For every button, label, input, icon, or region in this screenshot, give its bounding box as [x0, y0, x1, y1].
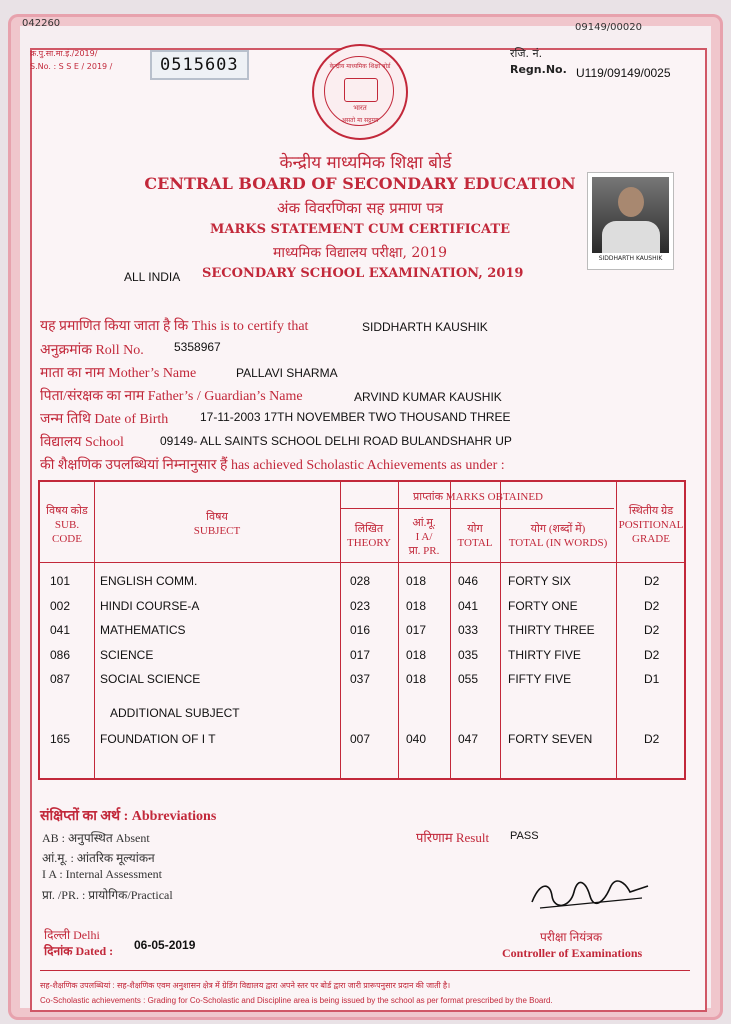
- lamp-book-icon: [344, 78, 378, 102]
- cell-code: 002: [50, 598, 71, 613]
- cbse-logo: [312, 44, 408, 140]
- cell-subject: MATHEMATICS: [100, 623, 186, 637]
- cell-theory: 007: [350, 732, 371, 746]
- cell-ia: 017: [406, 623, 427, 637]
- school-label: विद्यालय School: [40, 435, 124, 450]
- cell-code: 101: [50, 574, 71, 588]
- cell-total: 033: [458, 623, 479, 637]
- th-sub-code: विषय कोड SUB. CODE: [46, 505, 88, 545]
- cell-total: 046: [458, 574, 479, 588]
- achievement-label: की शैक्षणिक उपलब्धियां निम्नानुसार हैं has achieved Scholastic Achievements as under :: [40, 458, 505, 473]
- father-name: ARVIND KUMAR KAUSHIK: [354, 390, 502, 404]
- footer-note-hi: सह-शैक्षणिक उपलब्धियां : सह-शैक्षणिक एवम अनुशासन क्षेत्र में ग्रेडिंग विद्यालय द्वारा अपने स्तर पर बोर्ड द्वारा जारी प्रारूपनुसार प्रदान की जाती है।: [40, 981, 451, 990]
- mother-name: PALLAVI SHARMA: [236, 366, 338, 380]
- cell-total: 055: [458, 672, 479, 686]
- exam-title-en: SECONDARY SCHOOL EXAMINATION, 2019: [202, 266, 524, 281]
- school-value: 09149- ALL SAINTS SCHOOL DELHI ROAD BULANDSHAHR UP: [160, 434, 512, 448]
- student-photo: [587, 172, 674, 270]
- abbrev-absent: AB : अनुपस्थित Absent: [42, 831, 150, 845]
- regn-value: U119/09149/0025: [576, 66, 671, 80]
- exam-title-hi: माध्यमिक विद्यालय परीक्षा, 2019: [273, 245, 447, 261]
- result-label: परिणाम Result: [416, 830, 490, 845]
- controller-label-hi: परीक्षा नियंत्रक: [540, 930, 603, 944]
- footer-divider: [40, 970, 690, 971]
- footer-note-en: Co-Scholastic achievements : Grading for Co-Scholastic and Discipline area is being issued by the school as per format prescribed by the Board.: [40, 996, 553, 1005]
- cell-words: FORTY SIX: [508, 574, 571, 588]
- corner-code-right: 09149/00020: [575, 22, 642, 33]
- th-marks-obtained: प्राप्तांक MARKS OBTAINED: [412, 491, 544, 503]
- cell-ia: 018: [406, 647, 427, 662]
- serial-label-hi: क्र.पु.सा.मा.इं./2019/: [30, 49, 98, 58]
- cell-total: 035: [458, 647, 479, 662]
- dob-value: 17-11-2003 17TH NOVEMBER TWO THOUSAND THREE: [200, 410, 511, 424]
- roll-label: अनुक्रमांक Roll No.: [40, 343, 144, 358]
- cell-grade: D2: [644, 647, 660, 662]
- certify-label: यह प्रमाणित किया जाता है कि This is to certify that: [40, 319, 309, 334]
- abbreviations-title: संक्षिप्तों का अर्थ : Abbreviations: [40, 809, 217, 824]
- cell-grade: D2: [644, 574, 660, 588]
- abbrev-ia-hi: आं.मू. : आंतरिक मूल्यांकन: [42, 851, 155, 865]
- signature: [530, 872, 650, 912]
- dated-label: दिनांक Dated :: [44, 944, 114, 958]
- roll-number: 5358967: [174, 340, 221, 354]
- cell-words: THIRTY FIVE: [508, 647, 581, 662]
- marks-table: [38, 480, 686, 780]
- cell-subject: FOUNDATION OF I T: [100, 732, 216, 746]
- th-total-words: योग (शब्दों में) TOTAL (IN WORDS): [508, 523, 608, 549]
- region-label: ALL INDIA: [124, 270, 181, 284]
- cell-theory: 037: [350, 672, 371, 686]
- th-positional-grade: स्थितीय ग्रेड POSITIONAL GRADE: [618, 505, 684, 545]
- serial-label-en: S.No. : S S E / 2019 /: [30, 62, 113, 71]
- cell-ia: 018: [406, 574, 427, 588]
- cell-grade: D2: [644, 598, 660, 613]
- cell-theory: 028: [350, 574, 371, 588]
- cell-grade: D2: [644, 732, 660, 746]
- cell-subject: HINDI COURSE-A: [100, 598, 200, 613]
- regn-label-en: Regn.No.: [510, 63, 567, 76]
- serial-number: 0515603: [150, 50, 249, 80]
- cell-code: 087: [50, 672, 71, 686]
- cell-ia: 018: [406, 672, 427, 686]
- abbrev-practical: प्रा. /PR. : प्रायोगिक/Practical: [42, 888, 173, 902]
- corner-code-left: 042260: [22, 18, 61, 29]
- cell-subject: SCIENCE: [100, 647, 154, 662]
- cell-words: THIRTY THREE: [508, 623, 595, 637]
- cell-theory: 023: [350, 598, 371, 613]
- cell-total: 041: [458, 598, 479, 613]
- cell-subject: SOCIAL SCIENCE: [100, 672, 201, 686]
- certificate-title-hi: अंक विवरणिका सह प्रमाण पत्र: [276, 199, 444, 217]
- mother-label: माता का नाम Mother’s Name: [40, 366, 197, 381]
- cell-words: FORTY ONE: [508, 598, 578, 613]
- cell-total: 047: [458, 732, 479, 746]
- board-name-en: CENTRAL BOARD OF SECONDARY EDUCATION: [144, 174, 576, 193]
- th-total: योग TOTAL: [457, 523, 493, 549]
- th-ia-pr: आं.मू. I A/ प्रा. PR.: [408, 517, 440, 557]
- cell-grade: D1: [644, 672, 660, 686]
- regn-label-hi: रजि. नं.: [510, 47, 543, 60]
- father-label: पिता/संरक्षक का नाम Father’s / Guardian’s Name: [40, 389, 303, 404]
- controller-label-en: Controller of Examinations: [502, 946, 643, 960]
- cell-words: FIFTY FIVE: [508, 672, 572, 686]
- place-label: दिल्ली Delhi: [44, 928, 100, 942]
- logo-top-text: केन्द्रीय माध्यमिक शिक्षा बोर्ड: [329, 63, 391, 70]
- cell-code: 086: [50, 647, 71, 662]
- cell-code: 165: [50, 732, 71, 746]
- dob-label: जन्म तिथि Date of Birth: [40, 412, 169, 427]
- th-theory: लिखित THEORY: [347, 523, 391, 549]
- cell-code: 041: [50, 623, 71, 637]
- logo-country: भारत: [353, 104, 367, 112]
- cell-theory: 016: [350, 623, 371, 637]
- cell-ia: 040: [406, 732, 427, 746]
- board-name-hi: केन्द्रीय माध्यमिक शिक्षा बोर्ड: [279, 153, 452, 173]
- logo-motto: असतो मा सद्गमय: [341, 117, 379, 124]
- abbrev-ia-en: I A : Internal Assessment: [42, 867, 162, 881]
- cell-ia: 018: [406, 598, 427, 613]
- photo-caption: SIDDHARTH KAUSHIK: [598, 255, 663, 262]
- result-value: PASS: [510, 830, 539, 842]
- additional-subject-label: ADDITIONAL SUBJECT: [110, 706, 240, 720]
- issue-date: 06-05-2019: [134, 938, 196, 952]
- th-subject: विषय SUBJECT: [193, 511, 241, 537]
- cell-theory: 017: [350, 647, 371, 662]
- cell-words: FORTY SEVEN: [508, 732, 593, 746]
- student-name: SIDDHARTH KAUSHIK: [362, 320, 488, 334]
- certificate-title-en: MARKS STATEMENT CUM CERTIFICATE: [210, 222, 510, 237]
- cell-grade: D2: [644, 623, 660, 637]
- cell-subject: ENGLISH COMM.: [100, 574, 198, 588]
